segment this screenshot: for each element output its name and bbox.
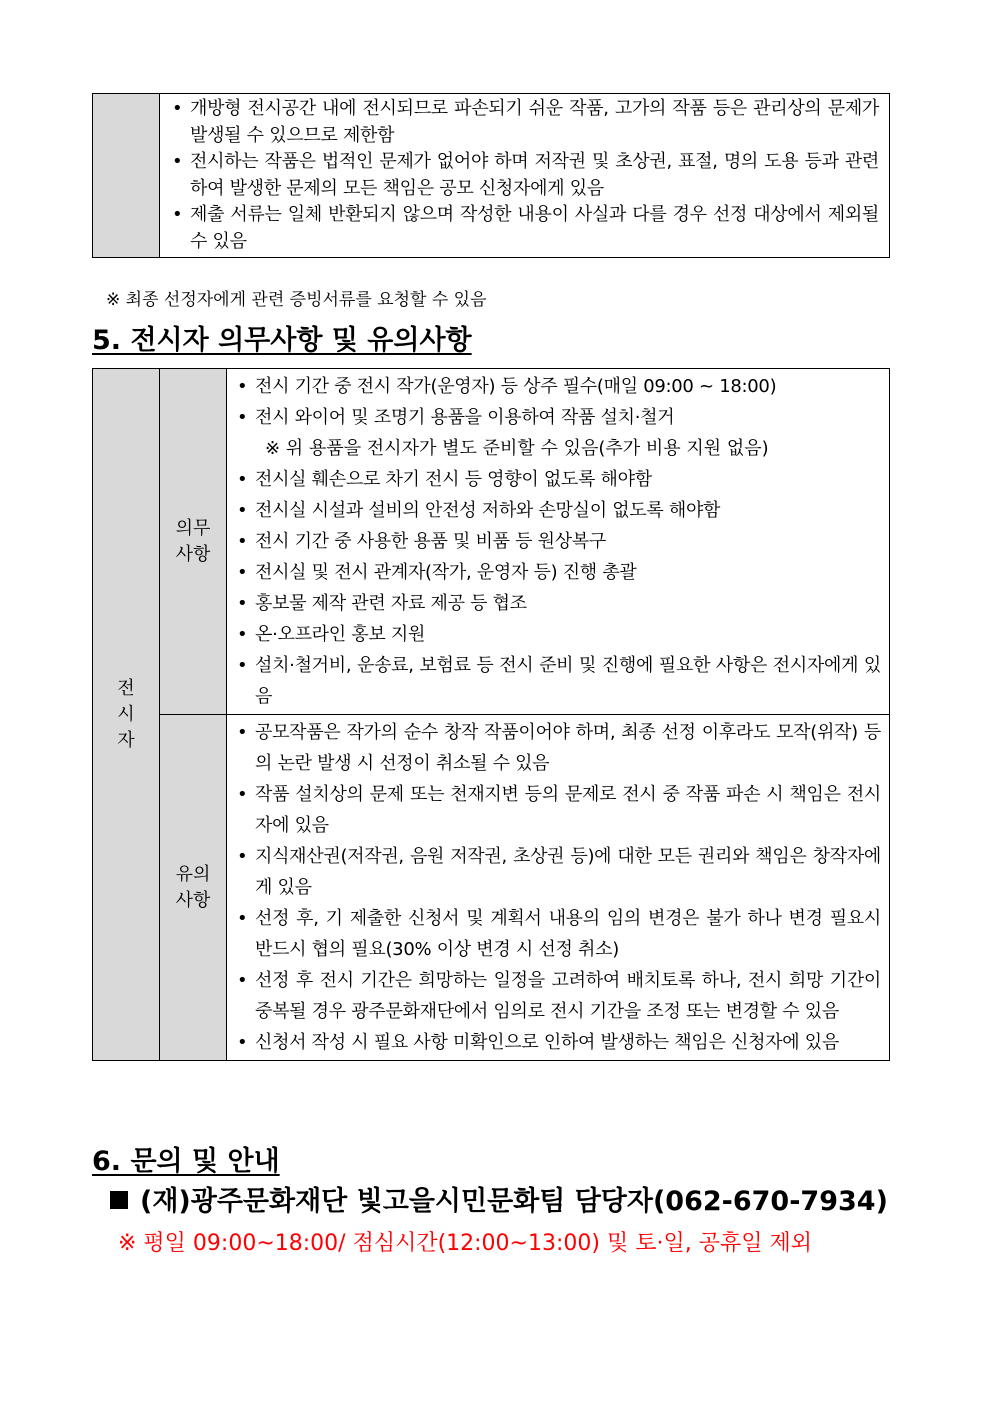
duties-label-line: 의무: [175, 517, 211, 539]
duties-label-line: 사항: [175, 543, 211, 565]
duties-list: [233, 371, 881, 433]
section6-heading: 6. 문의 및 안내: [92, 1146, 280, 1177]
caution-item: • 선정 후 전시 기간은 희망하는 일정을 고려하여 배치토록 하나, 전시 희망 기간이 중복될 경우 광주문화재단에서 임의로 전시 기간을 조정 또는 변경할 수 있음: [233, 965, 881, 1027]
caution-item: • 공모작품은 작가의 순수 창작 작품이어야 하며, 최종 선정 이후라도 모작(위작) 등의 논란 발생 시 선정이 취소될 수 있음: [233, 717, 881, 779]
evidence-note: ※ 최종 선정자에게 관련 증빙서류를 요청할 수 있음: [106, 290, 487, 310]
duty-item: • 전시실 및 전시 관계자(작가, 운영자 등) 진행 총괄: [233, 557, 881, 588]
duties-subnote: ※ 위 용품을 전시자가 별도 준비할 수 있음(추가 비용 지원 없음): [265, 438, 769, 459]
caution-item: • 선정 후, 기 제출한 신청서 및 계획서 내용의 임의 변경은 불가 하나 변경 필요시 반드시 협의 필요(30% 이상 변경 시 선정 취소): [233, 903, 881, 965]
duties-content-cell: [227, 369, 890, 715]
contact-text: (재)광주문화재단 빛고을시민문화팀 담당자(062-670-7934): [140, 1186, 888, 1217]
cautions-label-line: 사항: [175, 889, 211, 911]
duty-item: • 전시 와이어 및 조명기 용품을 이용하여 작품 설치·철거: [233, 402, 881, 433]
restriction-item: • 제출 서류는 일체 반환되지 않으며 작성한 내용이 사실과 다를 경우 선정 대상에서 제외될 수 있음: [168, 202, 879, 255]
restrictions-list: [168, 96, 879, 255]
caution-item: • 지식재산권(저작권, 음원 저작권, 초상권 등)에 대한 모든 권리와 책임은 창작자에게 있음: [233, 841, 881, 903]
duties-list-continued: [233, 464, 881, 712]
caution-item: • 작품 설치상의 문제 또는 천재지변 등의 문제로 전시 중 작품 파손 시 책임은 전시자에 있음: [233, 779, 881, 841]
duty-item: • 온·오프라인 홍보 지원: [233, 619, 881, 650]
exhibitor-label-char: 자: [117, 729, 135, 751]
restrictions-content-cell: [160, 94, 890, 258]
duty-item: • 전시 기간 중 사용한 용품 및 비품 등 원상복구: [233, 526, 881, 557]
restriction-item: • 전시하는 작품은 법적인 문제가 없어야 하며 저작권 및 초상권, 표절, 명의 도용 등과 관련하여 발생한 문제의 모든 책임은 공모 신청자에게 있음: [168, 149, 879, 202]
cautions-list: [233, 717, 881, 1058]
duty-item: • 전시실 훼손으로 차기 전시 등 영향이 없도록 해야함: [233, 464, 881, 495]
cautions-label-line: 유의: [175, 863, 211, 885]
restriction-item: • 개방형 전시공간 내에 전시되므로 파손되기 쉬운 작품, 고가의 작품 등은 관리상의 문제가 발생될 수 있으므로 제한함: [168, 96, 879, 149]
cautions-label-cell: [160, 715, 227, 1061]
restrictions-table: [92, 93, 890, 258]
duty-item: • 설치·철거비, 운송료, 보험료 등 전시 준비 및 진행에 필요한 사항은 전시자에게 있음: [233, 650, 881, 712]
black-square-icon: [110, 1191, 128, 1209]
exhibitor-label-char: 전: [117, 677, 135, 699]
contact-line: [110, 1184, 888, 1220]
restrictions-label-cell: [93, 94, 160, 258]
office-hours-note: ※ 평일 09:00~18:00/ 점심시간(12:00~13:00) 및 토·일, 공휴일 제외: [118, 1231, 812, 1256]
caution-item: • 신청서 작성 시 필요 사항 미확인으로 인하여 발생하는 책임은 신청자에 있음: [233, 1027, 881, 1058]
exhibitor-table: [92, 368, 890, 1061]
cautions-content-cell: [227, 715, 890, 1061]
duty-item: • 홍보물 제작 관련 자료 제공 등 협조: [233, 588, 881, 619]
duty-item: • 전시실 시설과 설비의 안전성 저하와 손망실이 없도록 해야함: [233, 495, 881, 526]
duties-label-cell: [160, 369, 227, 715]
duty-item: • 전시 기간 중 전시 작가(운영자) 등 상주 필수(매일 09:00 ~ 18:00): [233, 371, 881, 402]
section5-heading: 5. 전시자 의무사항 및 유의사항: [92, 325, 472, 356]
exhibitor-label-cell: [93, 369, 160, 1061]
exhibitor-label-char: 시: [117, 703, 135, 725]
